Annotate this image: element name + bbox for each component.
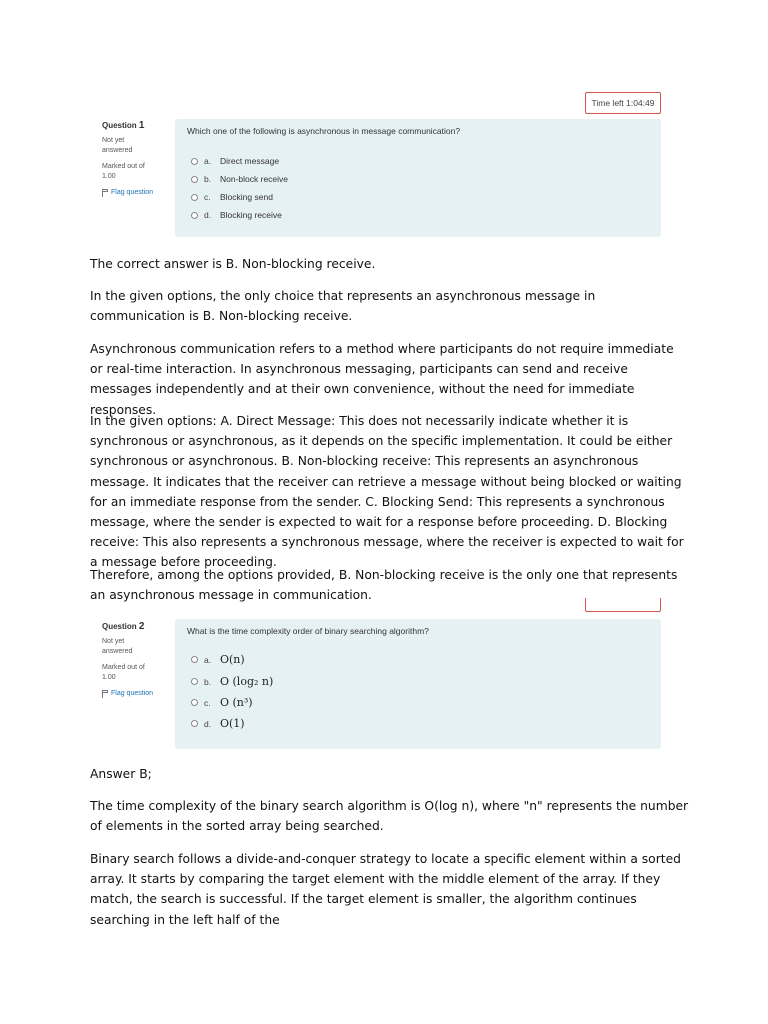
question-2-marks: Marked out of 1.00 xyxy=(102,664,145,681)
question-1-option-a[interactable]: a. Direct message xyxy=(191,156,279,166)
radio-button[interactable] xyxy=(191,656,198,663)
flag-question-2-button[interactable]: Flag question xyxy=(102,689,168,699)
time-left-indicator xyxy=(585,92,661,114)
flag-icon xyxy=(102,690,108,698)
question-2-status: Not yet answered xyxy=(102,638,133,655)
question-2-text: What is the time complexity order of binary searching algorithm? xyxy=(187,626,429,636)
radio-button[interactable] xyxy=(191,720,198,727)
answer-2-paragraph: The time complexity of the binary search algorithm is O(log n), where "n" represents the number of elements in the sorted array being searched. xyxy=(90,799,689,834)
radio-button[interactable] xyxy=(191,678,198,685)
question-1-option-c[interactable]: c. Blocking send xyxy=(191,192,273,202)
radio-button[interactable] xyxy=(191,194,198,201)
answer-1-paragraph: The correct answer is B. Non-blocking receive. xyxy=(90,257,376,271)
question-1-option-d[interactable]: d. Blocking receive xyxy=(191,210,282,220)
question-1-marks: Marked out of 1.00 xyxy=(102,163,145,180)
question-2-number: Question 2 xyxy=(102,621,145,632)
flag-icon xyxy=(102,189,108,197)
radio-button[interactable] xyxy=(191,212,198,219)
question-1-info xyxy=(102,121,168,198)
radio-button[interactable] xyxy=(191,699,198,706)
question-2-option-a[interactable]: a. O(n) xyxy=(191,653,245,666)
answer-1-paragraph: In the given options: A. Direct Message: This does not necessarily indicate whether it is synchronous or asynchronous, as it depends on the specific implementation. It could be either synchronous or asynchronous. B. Non-blocking receive: This represents an asynchronous message. It indicates that the receiver can retrieve a message without being blocked or waiting for an immediate response from the sender. C. Blocking Send: This represents a synchronous message, where the sender is expected to wait for a response before proceeding. D. Blocking receive: This also represents a synchronous message, where the receiver is expected to wait for a message before proceeding. xyxy=(90,414,684,570)
radio-button[interactable] xyxy=(191,158,198,165)
question-2-info xyxy=(102,622,168,699)
time-left-text: Time left 1:04:49 xyxy=(591,98,655,108)
time-left-indicator-partial xyxy=(585,598,661,612)
question-1-box xyxy=(175,119,661,237)
flag-question-1-button[interactable]: Flag question xyxy=(102,188,168,198)
question-1-number: Question 1 xyxy=(102,120,145,131)
answer-2-paragraph: Binary search follows a divide-and-conquer strategy to locate a specific element within a sorted array. It starts by comparing the target element with the middle element of the array. If they match, the search is successful. If the target element is smaller, the algorithm continues searching in the left half of the xyxy=(90,852,681,927)
answer-1-paragraph: Therefore, among the options provided, B. Non-blocking receive is the only one that represents an asynchronous message in communication. xyxy=(90,568,678,603)
question-2-option-b[interactable]: b. O (log₂ n) xyxy=(191,675,273,688)
radio-button[interactable] xyxy=(191,176,198,183)
question-2-box xyxy=(175,619,661,749)
question-2-option-c[interactable]: c. O (n³) xyxy=(191,696,253,709)
question-1-text: Which one of the following is asynchronous in message communication? xyxy=(187,126,461,136)
answer-1-paragraph: In the given options, the only choice that represents an asynchronous message in communication is B. Non-blocking receive. xyxy=(90,289,596,324)
answer-2-paragraph: Answer B; xyxy=(90,767,152,781)
question-2-option-d[interactable]: d. O(1) xyxy=(191,717,245,730)
question-1-status: Not yet answered xyxy=(102,137,133,154)
answer-1-paragraph: Asynchronous communication refers to a method where participants do not require immediate or real-time interaction. In asynchronous messaging, participants can send and receive messages independently and at their own convenience, without the need for immediate responses. xyxy=(90,342,674,417)
question-1-option-b[interactable]: b. Non-block receive xyxy=(191,174,288,184)
